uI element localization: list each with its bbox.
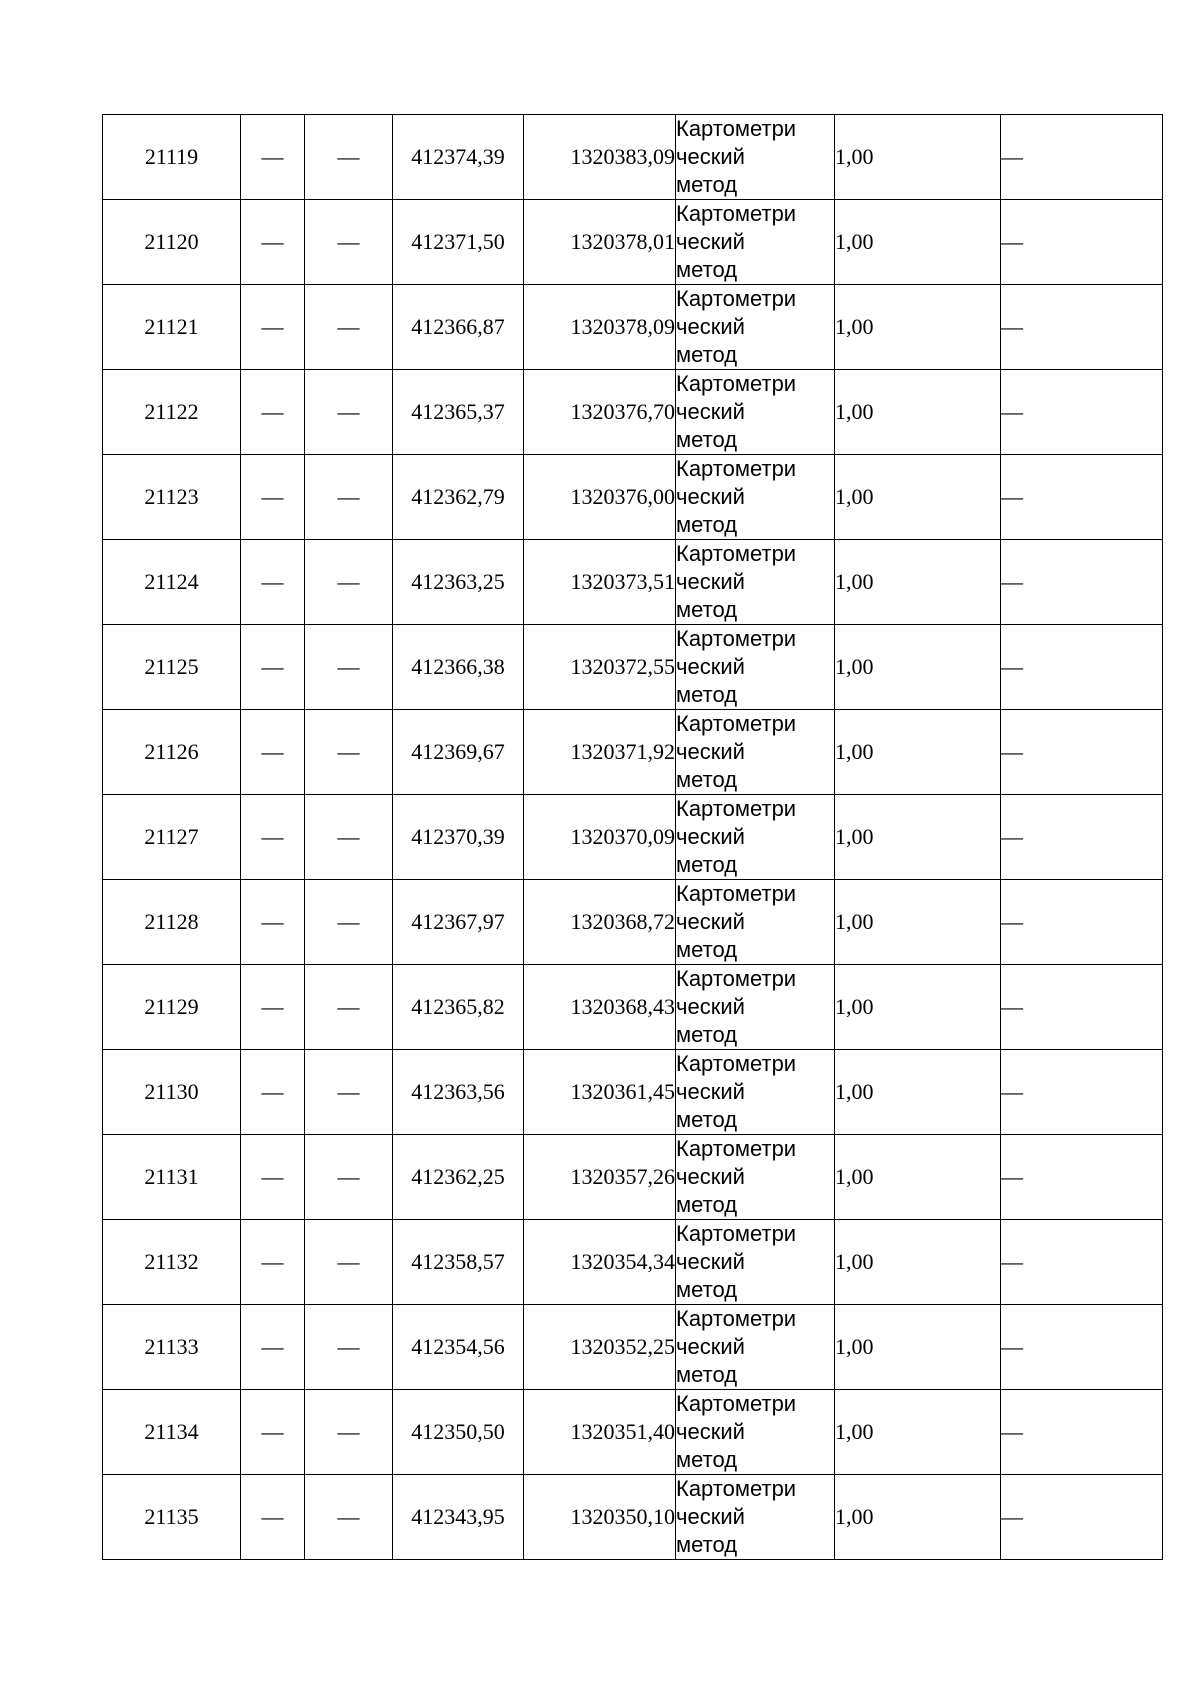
- method-cell: [676, 455, 835, 540]
- dash-cell: —: [241, 1305, 305, 1390]
- y-coordinate-cell: 1320357,26: [524, 1135, 676, 1220]
- x-coordinate-cell: 412374,39: [393, 115, 524, 200]
- table-row: [103, 1220, 1163, 1305]
- y-coordinate-cell: 1320373,51: [524, 540, 676, 625]
- dash-cell: —: [305, 1135, 393, 1220]
- dash-cell: —: [305, 625, 393, 710]
- point-number-cell: 21125: [103, 625, 241, 710]
- accuracy-cell: 1,00: [835, 1475, 1001, 1560]
- method-text-line: метод: [676, 172, 738, 197]
- point-number-cell: 21130: [103, 1050, 241, 1135]
- dash-cell: —: [305, 965, 393, 1050]
- table-row: [103, 1050, 1163, 1135]
- method-cell: [676, 1050, 835, 1135]
- point-number-cell: 21127: [103, 795, 241, 880]
- point-number-cell: 21123: [103, 455, 241, 540]
- table-row: [103, 880, 1163, 965]
- table-row: [103, 1135, 1163, 1220]
- y-coordinate-cell: 1320361,45: [524, 1050, 676, 1135]
- table-row: [103, 1305, 1163, 1390]
- x-coordinate-cell: 412370,39: [393, 795, 524, 880]
- method-text-line: метод: [676, 1192, 738, 1217]
- method-cell: [676, 540, 835, 625]
- method-text-line: метод: [676, 257, 738, 282]
- method-text-line: Картометри: [676, 796, 797, 821]
- method-text-line: метод: [676, 597, 738, 622]
- method-text-line: ческий: [676, 1164, 745, 1189]
- y-coordinate-cell: 1320376,00: [524, 455, 676, 540]
- note-cell: —: [1001, 1475, 1163, 1560]
- method-text-line: метод: [676, 512, 738, 537]
- dash-cell: —: [241, 285, 305, 370]
- x-coordinate-cell: 412350,50: [393, 1390, 524, 1475]
- method-text-line: ческий: [676, 1504, 745, 1529]
- table-row: [103, 710, 1163, 795]
- method-text-line: Картометри: [676, 456, 797, 481]
- method-text-line: Картометри: [676, 626, 797, 651]
- dash-cell: —: [305, 1050, 393, 1135]
- x-coordinate-cell: 412358,57: [393, 1220, 524, 1305]
- x-coordinate-cell: 412365,82: [393, 965, 524, 1050]
- note-cell: —: [1001, 1050, 1163, 1135]
- y-coordinate-cell: 1320350,10: [524, 1475, 676, 1560]
- dash-cell: —: [305, 795, 393, 880]
- table-row: [103, 965, 1163, 1050]
- point-number-cell: 21134: [103, 1390, 241, 1475]
- dash-cell: —: [241, 1050, 305, 1135]
- note-cell: —: [1001, 540, 1163, 625]
- method-cell: [676, 1135, 835, 1220]
- x-coordinate-cell: 412371,50: [393, 200, 524, 285]
- table-row: [103, 455, 1163, 540]
- point-number-cell: 21120: [103, 200, 241, 285]
- dash-cell: —: [305, 1220, 393, 1305]
- table-row: [103, 1475, 1163, 1560]
- note-cell: —: [1001, 965, 1163, 1050]
- dash-cell: —: [241, 455, 305, 540]
- method-text-line: Картометри: [676, 1051, 797, 1076]
- method-text-line: ческий: [676, 824, 745, 849]
- method-text-line: Картометри: [676, 1476, 797, 1501]
- y-coordinate-cell: 1320372,55: [524, 625, 676, 710]
- accuracy-cell: 1,00: [835, 1305, 1001, 1390]
- dash-cell: —: [241, 1475, 305, 1560]
- method-text-line: ческий: [676, 654, 745, 679]
- dash-cell: —: [305, 455, 393, 540]
- point-number-cell: 21124: [103, 540, 241, 625]
- dash-cell: —: [305, 1390, 393, 1475]
- dash-cell: —: [305, 285, 393, 370]
- method-text-line: Картометри: [676, 1391, 797, 1416]
- method-cell: [676, 880, 835, 965]
- dash-cell: —: [241, 795, 305, 880]
- point-number-cell: 21129: [103, 965, 241, 1050]
- accuracy-cell: 1,00: [835, 880, 1001, 965]
- dash-cell: —: [305, 370, 393, 455]
- method-text-line: метод: [676, 1107, 738, 1132]
- accuracy-cell: 1,00: [835, 625, 1001, 710]
- x-coordinate-cell: 412363,25: [393, 540, 524, 625]
- dash-cell: —: [241, 1220, 305, 1305]
- dash-cell: —: [241, 1135, 305, 1220]
- table-row: [103, 795, 1163, 880]
- method-text-line: метод: [676, 937, 738, 962]
- method-text-line: Картометри: [676, 711, 797, 736]
- note-cell: —: [1001, 880, 1163, 965]
- dash-cell: —: [241, 115, 305, 200]
- accuracy-cell: 1,00: [835, 200, 1001, 285]
- point-number-cell: 21122: [103, 370, 241, 455]
- method-text-line: ческий: [676, 1079, 745, 1104]
- method-text-line: ческий: [676, 1419, 745, 1444]
- x-coordinate-cell: 412366,87: [393, 285, 524, 370]
- accuracy-cell: 1,00: [835, 1390, 1001, 1475]
- method-text-line: Картометри: [676, 201, 797, 226]
- x-coordinate-cell: 412363,56: [393, 1050, 524, 1135]
- method-cell: [676, 1220, 835, 1305]
- point-number-cell: 21131: [103, 1135, 241, 1220]
- dash-cell: —: [305, 540, 393, 625]
- x-coordinate-cell: 412343,95: [393, 1475, 524, 1560]
- dash-cell: —: [241, 370, 305, 455]
- method-text-line: метод: [676, 427, 738, 452]
- point-number-cell: 21119: [103, 115, 241, 200]
- method-text-line: Картометри: [676, 541, 797, 566]
- dash-cell: —: [305, 880, 393, 965]
- x-coordinate-cell: 412367,97: [393, 880, 524, 965]
- dash-cell: —: [241, 1390, 305, 1475]
- dash-cell: —: [305, 710, 393, 795]
- method-text-line: ческий: [676, 994, 745, 1019]
- method-text-line: метод: [676, 1532, 738, 1557]
- accuracy-cell: 1,00: [835, 285, 1001, 370]
- dash-cell: —: [241, 710, 305, 795]
- y-coordinate-cell: 1320370,09: [524, 795, 676, 880]
- method-text-line: метод: [676, 1277, 738, 1302]
- method-text-line: метод: [676, 342, 738, 367]
- y-coordinate-cell: 1320371,92: [524, 710, 676, 795]
- note-cell: —: [1001, 285, 1163, 370]
- method-text-line: метод: [676, 852, 738, 877]
- dash-cell: —: [241, 625, 305, 710]
- accuracy-cell: 1,00: [835, 1050, 1001, 1135]
- table-body: [103, 115, 1163, 1560]
- method-cell: [676, 370, 835, 455]
- dash-cell: —: [305, 200, 393, 285]
- point-number-cell: 21133: [103, 1305, 241, 1390]
- method-text-line: Картометри: [676, 1221, 797, 1246]
- method-text-line: метод: [676, 1362, 738, 1387]
- method-text-line: Картометри: [676, 881, 797, 906]
- method-text-line: ческий: [676, 909, 745, 934]
- accuracy-cell: 1,00: [835, 115, 1001, 200]
- dash-cell: —: [241, 540, 305, 625]
- note-cell: —: [1001, 625, 1163, 710]
- method-cell: [676, 200, 835, 285]
- y-coordinate-cell: 1320376,70: [524, 370, 676, 455]
- method-cell: [676, 285, 835, 370]
- method-text-line: ческий: [676, 144, 745, 169]
- note-cell: —: [1001, 1220, 1163, 1305]
- x-coordinate-cell: 412369,67: [393, 710, 524, 795]
- note-cell: —: [1001, 200, 1163, 285]
- dash-cell: —: [241, 965, 305, 1050]
- y-coordinate-cell: 1320354,34: [524, 1220, 676, 1305]
- accuracy-cell: 1,00: [835, 1220, 1001, 1305]
- point-number-cell: 21132: [103, 1220, 241, 1305]
- method-text-line: ческий: [676, 484, 745, 509]
- method-text-line: метод: [676, 767, 738, 792]
- method-text-line: ческий: [676, 399, 745, 424]
- table-row: [103, 1390, 1163, 1475]
- dash-cell: —: [241, 880, 305, 965]
- y-coordinate-cell: 1320352,25: [524, 1305, 676, 1390]
- method-cell: [676, 710, 835, 795]
- method-cell: [676, 965, 835, 1050]
- method-text-line: ческий: [676, 229, 745, 254]
- accuracy-cell: 1,00: [835, 370, 1001, 455]
- method-text-line: ческий: [676, 1334, 745, 1359]
- accuracy-cell: 1,00: [835, 540, 1001, 625]
- method-text-line: Картометри: [676, 371, 797, 396]
- x-coordinate-cell: 412366,38: [393, 625, 524, 710]
- x-coordinate-cell: 412362,79: [393, 455, 524, 540]
- table-row: [103, 540, 1163, 625]
- table-row: [103, 370, 1163, 455]
- method-text-line: ческий: [676, 1249, 745, 1274]
- point-number-cell: 21128: [103, 880, 241, 965]
- accuracy-cell: 1,00: [835, 1135, 1001, 1220]
- accuracy-cell: 1,00: [835, 455, 1001, 540]
- coordinates-table: [102, 114, 1163, 1560]
- note-cell: —: [1001, 115, 1163, 200]
- method-text-line: Картометри: [676, 1136, 797, 1161]
- dash-cell: —: [305, 1475, 393, 1560]
- point-number-cell: 21126: [103, 710, 241, 795]
- method-text-line: метод: [676, 1447, 738, 1472]
- point-number-cell: 21121: [103, 285, 241, 370]
- x-coordinate-cell: 412365,37: [393, 370, 524, 455]
- method-text-line: Картометри: [676, 116, 797, 141]
- dash-cell: —: [305, 115, 393, 200]
- method-text-line: Картометри: [676, 966, 797, 991]
- y-coordinate-cell: 1320378,01: [524, 200, 676, 285]
- table-row: [103, 115, 1163, 200]
- method-text-line: Картометри: [676, 1306, 797, 1331]
- point-number-cell: 21135: [103, 1475, 241, 1560]
- method-cell: [676, 795, 835, 880]
- note-cell: —: [1001, 1390, 1163, 1475]
- y-coordinate-cell: 1320378,09: [524, 285, 676, 370]
- note-cell: —: [1001, 370, 1163, 455]
- note-cell: —: [1001, 1135, 1163, 1220]
- method-text-line: метод: [676, 1022, 738, 1047]
- note-cell: —: [1001, 710, 1163, 795]
- dash-cell: —: [241, 200, 305, 285]
- note-cell: —: [1001, 795, 1163, 880]
- note-cell: —: [1001, 455, 1163, 540]
- note-cell: —: [1001, 1305, 1163, 1390]
- method-text-line: ческий: [676, 314, 745, 339]
- method-text-line: метод: [676, 682, 738, 707]
- method-cell: [676, 1305, 835, 1390]
- y-coordinate-cell: 1320368,72: [524, 880, 676, 965]
- method-cell: [676, 1390, 835, 1475]
- table-row: [103, 625, 1163, 710]
- table-row: [103, 285, 1163, 370]
- method-text-line: Картометри: [676, 286, 797, 311]
- method-text-line: ческий: [676, 569, 745, 594]
- table-row: [103, 200, 1163, 285]
- y-coordinate-cell: 1320351,40: [524, 1390, 676, 1475]
- x-coordinate-cell: 412362,25: [393, 1135, 524, 1220]
- x-coordinate-cell: 412354,56: [393, 1305, 524, 1390]
- accuracy-cell: 1,00: [835, 965, 1001, 1050]
- y-coordinate-cell: 1320368,43: [524, 965, 676, 1050]
- accuracy-cell: 1,00: [835, 795, 1001, 880]
- method-cell: [676, 115, 835, 200]
- accuracy-cell: 1,00: [835, 710, 1001, 795]
- method-text-line: ческий: [676, 739, 745, 764]
- method-cell: [676, 1475, 835, 1560]
- dash-cell: —: [305, 1305, 393, 1390]
- method-cell: [676, 625, 835, 710]
- y-coordinate-cell: 1320383,09: [524, 115, 676, 200]
